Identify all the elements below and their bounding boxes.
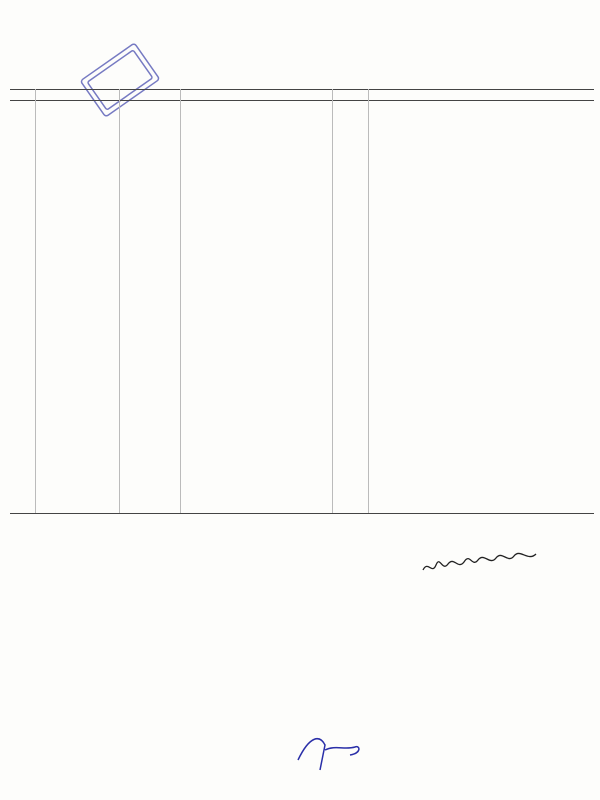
staff-signature-scribble [418, 540, 558, 585]
bottom-signature-scribble [290, 725, 370, 775]
delivered-stamp [75, 30, 165, 130]
barcode [228, 40, 348, 72]
